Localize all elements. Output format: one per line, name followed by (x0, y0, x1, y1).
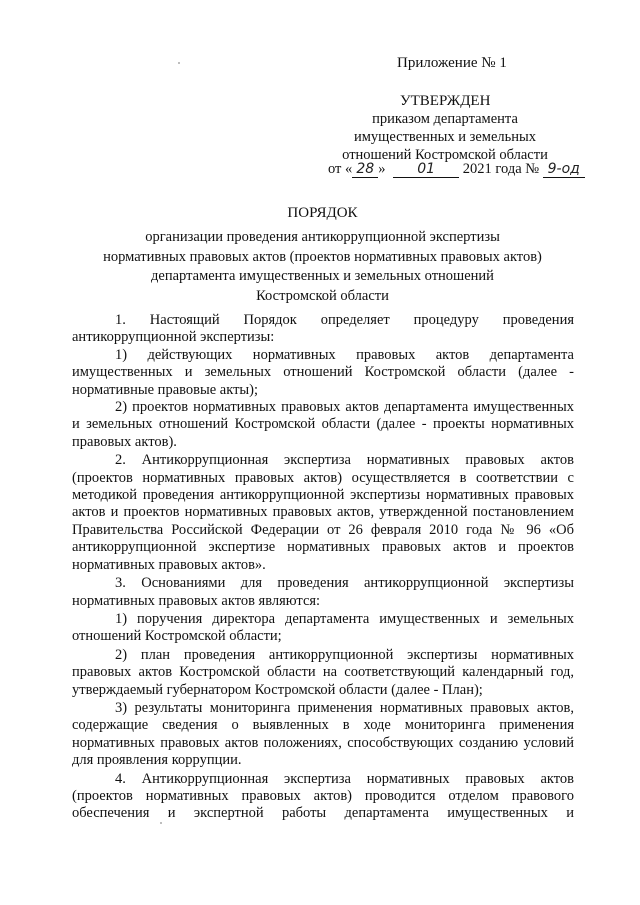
paragraph-1-item-2: 2) проектов нормативных правовых актов департамента имущественных и земельных отношений Костромской области (далее - проекты нормативных правовых актов). (72, 399, 574, 450)
paragraph-3-item-1: 1) поручения директора департамента имущественных и земельных отношений Костромской области; (72, 610, 574, 645)
paragraph-4: 4. Антикоррупционная экспертиза нормативных правовых актов (проектов нормативных правовых актов) проводится отделом правового обеспечения и экспертной работы департамента имущественных и (72, 770, 574, 822)
order-from-label: от « (328, 161, 353, 177)
order-quote-close: » (378, 161, 386, 177)
order-year-label: 2021 года № (462, 161, 540, 177)
document-title-block (70, 205, 575, 306)
paragraph-1: 1. Настоящий Порядок определяет процедуру проведения антикоррупционной экспертизы: (72, 312, 574, 346)
approval-line-3: отношений Костромской области (342, 147, 548, 163)
paragraph-2: 2. Антикоррупционная экспертиза нормативных правовых актов (проектов нормативных правовых актов) осуществляется в соответствии с методикой проведения антикоррупционной экспертизы нормативных правовых актов и проектов нормативных правовых актов, утвержденной постановлением Правительства Российской Федерации от 26 февраля 2010 года № 96 «Об антикоррупционной экспертизе нормативных правовых актов и проектов нормативных правовых актов». (72, 452, 574, 573)
paragraph-3: 3. Основаниями для проведения антикоррупционной экспертизы нормативных правовых актов являются: (72, 575, 574, 609)
paragraph-1-item-1: 1) действующих нормативных правовых актов департамента имущественных и земельных отношений Костромской области (далее - нормативные правовые акты); (72, 346, 574, 398)
order-day-handwritten: 28 (356, 161, 375, 177)
order-month-field (393, 162, 459, 178)
appendix-label: Приложение № 1 (397, 55, 507, 71)
document-body (72, 312, 574, 823)
order-date-line (328, 161, 585, 178)
order-day-field (352, 162, 378, 178)
document-title: ПОРЯДОК (287, 205, 358, 221)
scan-speck (178, 62, 180, 64)
approval-line-2: имущественных и земельных (353, 129, 536, 145)
order-month-handwritten: 01 (417, 161, 436, 177)
approved-label: УТВЕРЖДЕН (400, 93, 491, 109)
title-line-1: организации проведения антикоррупционной экспертизы (145, 229, 500, 245)
order-number-handwritten: 9-од (547, 161, 580, 177)
approval-line-1: приказом департамента (372, 111, 518, 127)
scan-speck (160, 822, 162, 824)
order-number-field (543, 162, 585, 178)
title-line-3: департамента имущественных и земельных отношений (151, 268, 494, 284)
paragraph-3-item-2: 2) план проведения антикоррупционной экспертизы нормативных правовых актов Костромской области на соответствующий календарный год, утверждаемый губернатором Костромской области (далее - План); (72, 646, 574, 698)
paragraph-3-item-3: 3) результаты мониторинга применения нормативных правовых актов, содержащие сведения о выявленных в ходе мониторинга применения нормативных правовых актов положениях, способствующих созданию условий для проявления коррупции. (72, 699, 574, 769)
title-line-2: нормативных правовых актов (проектов нормативных правовых актов) (103, 248, 542, 265)
title-line-4: Костромской области (256, 287, 389, 304)
